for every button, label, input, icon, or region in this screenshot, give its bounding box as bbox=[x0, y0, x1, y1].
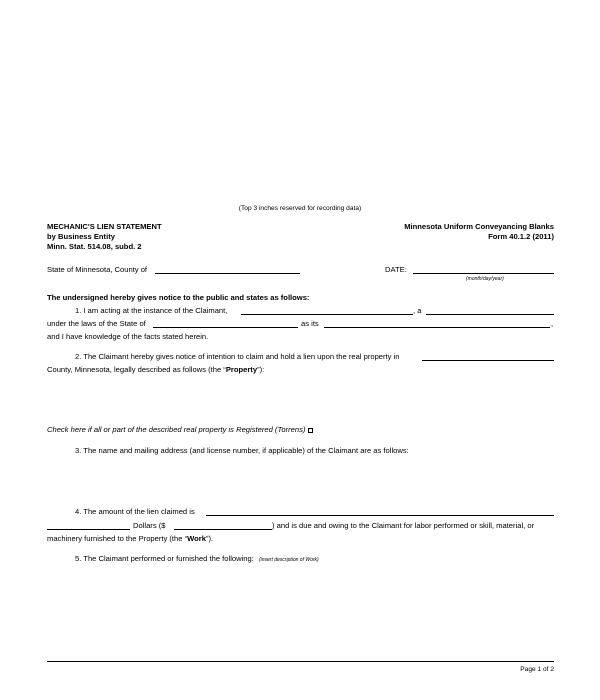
form-title: MECHANIC'S LIEN STATEMENT bbox=[47, 222, 162, 231]
date-field[interactable] bbox=[413, 265, 554, 274]
form-number: Form 40.1.2 (2011) bbox=[488, 232, 554, 241]
form-subtitle: by Business Entity bbox=[47, 232, 115, 241]
statute-reference: Minn. Stat. 514.08, subd. 2 bbox=[47, 242, 142, 251]
para1-text-b: , a bbox=[413, 306, 422, 315]
lien-amount-words-cont-field[interactable] bbox=[47, 521, 130, 530]
property-county-field[interactable] bbox=[422, 352, 554, 361]
para4-text-b: Dollars ($ bbox=[133, 521, 166, 530]
state-of-organization-field[interactable] bbox=[153, 319, 298, 328]
lien-amount-words-field[interactable] bbox=[206, 507, 554, 516]
para4-text-d-prefix: machinery furnished to the Property (the “ bbox=[47, 534, 188, 543]
claimant-name-field[interactable] bbox=[241, 306, 413, 315]
form-series: Minnesota Uniform Conveyancing Blanks bbox=[404, 222, 554, 231]
para4-text-a: 4. The amount of the lien claimed is bbox=[75, 507, 195, 516]
torrens-label: Check here if all or part of the described real property is Registered (Torrens) bbox=[47, 425, 306, 434]
page-number: Page 1 of 2 bbox=[520, 666, 554, 673]
para2-text-b-prefix: County, Minnesota, legally described as follows (the “ bbox=[47, 365, 226, 374]
torrens-check-row bbox=[47, 425, 313, 434]
para1-text-f: and I have knowledge of the facts stated herein. bbox=[47, 332, 209, 341]
para4-text-c: ) and is due and owing to the Claimant for labor performed or skill, material, or bbox=[272, 521, 535, 530]
work-term: Work bbox=[187, 534, 206, 543]
intro-statement: The undersigned hereby gives notice to the public and states as follows: bbox=[47, 293, 310, 302]
para5-row bbox=[75, 554, 319, 563]
para2-text-c: ”): bbox=[257, 365, 265, 374]
capacity-field[interactable] bbox=[324, 319, 550, 328]
para3-text: 3. The name and mailing address (and license number, if applicable) of the Claimant are as follows: bbox=[75, 446, 409, 455]
torrens-checkbox[interactable] bbox=[308, 428, 313, 433]
date-label: DATE: bbox=[385, 265, 407, 274]
para5-hint: (insert description of Work) bbox=[258, 557, 319, 563]
footer-rule bbox=[47, 661, 554, 662]
para4-text-d bbox=[47, 534, 213, 543]
para2-text-a: 2. The Claimant hereby gives notice of intention to claim and hold a lien upon the real property in bbox=[75, 352, 400, 361]
date-hint: (month/day/year) bbox=[466, 276, 504, 282]
para1-text-e: , bbox=[551, 319, 554, 328]
para1-text-a: 1. I am acting at the instance of the Claimant, bbox=[75, 306, 228, 315]
para4-text-e: ”). bbox=[206, 534, 214, 543]
property-term: Property bbox=[225, 365, 258, 374]
county-label: State of Minnesota, County of bbox=[47, 265, 148, 274]
para5-text: 5. The Claimant performed or furnished the following: bbox=[75, 554, 254, 563]
para1-text-d: as its bbox=[301, 319, 319, 328]
para1-text-c: under the laws of the State of bbox=[47, 319, 146, 328]
lien-amount-numeric-field[interactable] bbox=[174, 521, 272, 530]
para2-text-b bbox=[47, 365, 264, 374]
county-field[interactable] bbox=[155, 265, 300, 274]
recording-note: (Top 3 inches reserved for recording data) bbox=[238, 205, 362, 212]
entity-type-field[interactable] bbox=[426, 306, 554, 315]
